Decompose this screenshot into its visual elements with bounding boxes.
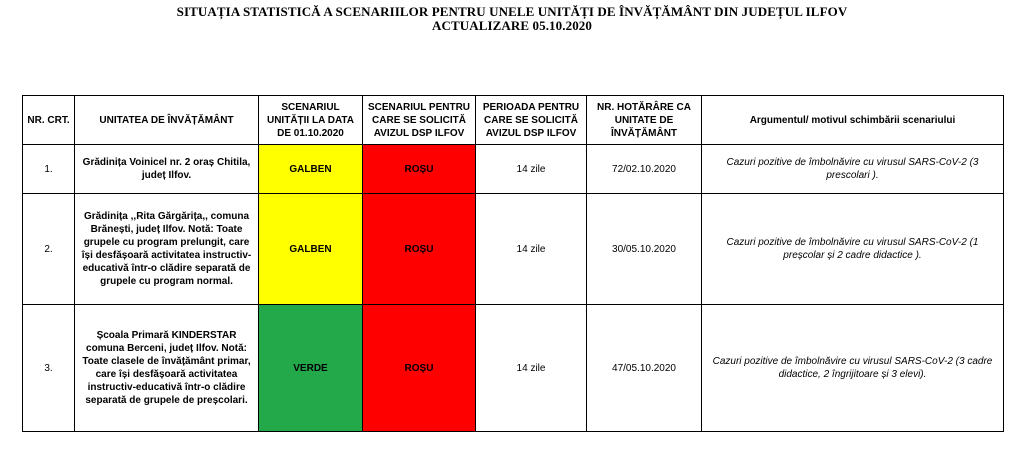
cell-argument: Cazuri pozitive de îmbolnăvire cu virusul SARS-CoV-2 (3 prescolari ). (702, 145, 1004, 194)
header-hotarare: NR. HOTĂRÂRE CA UNITATE DE ÎNVĂȚĂMÂNT (587, 96, 702, 145)
cell-hotarare: 72/02.10.2020 (587, 145, 702, 194)
header-scenariul-data: SCENARIUL UNITĂȚII LA DATA DE 01.10.2020 (259, 96, 363, 145)
table-row (23, 305, 1004, 432)
cell-nr: 1. (23, 145, 75, 194)
table-row (23, 145, 1004, 194)
cell-unitate: Școala Primară KINDERSTAR comuna Berceni, județ Ilfov. Notă: Toate clasele de învățământ primar, care își desfășoară activitatea instructiv-educativă într-o clădire separată de grupele de preșcolari. (75, 305, 259, 432)
cell-scenariul-data: VERDE (259, 305, 363, 432)
cell-nr: 2. (23, 194, 75, 305)
table-row (23, 194, 1004, 305)
header-perioada: PERIOADA PENTRU CARE SE SOLICITĂ AVIZUL DSP ILFOV (476, 96, 587, 145)
cell-unitate: Grădinița ,,Rita Gărgărița,, comuna Brănești, județ Ilfov. Notă: Toate grupele cu program prelungit, care își desfășoară activitatea instructiv-educativă într-o clădire separată de grupele cu program normal. (75, 194, 259, 305)
scenario-table (22, 95, 1004, 432)
cell-hotarare: 47/05.10.2020 (587, 305, 702, 432)
cell-scenariul-data: GALBEN (259, 194, 363, 305)
document-title: SITUAȚIA STATISTICĂ A SCENARIILOR PENTRU UNELE UNITĂȚI DE ÎNVĂȚĂMÂNT DIN JUDEȚUL ILFOV (176, 4, 848, 19)
cell-perioada: 14 zile (476, 194, 587, 305)
cell-argument: Cazuri pozitive de îmbolnăvire cu virusul SARS-CoV-2 (1 preșcolar și 2 cadre didactice ). (702, 194, 1004, 305)
cell-scenariul-data: GALBEN (259, 145, 363, 194)
cell-scenariul-solicita: ROȘU (363, 194, 476, 305)
header-nr: NR. CRT. (23, 96, 75, 145)
header-scenariul-solicita: SCENARIUL PENTRU CARE SE SOLICITĂ AVIZUL DSP ILFOV (363, 96, 476, 145)
cell-perioada: 14 zile (476, 145, 587, 194)
header-argument: Argumentul/ motivul schimbării scenariului (702, 96, 1004, 145)
table-header-row (23, 96, 1004, 145)
cell-argument: Cazuri pozitive de îmbolnăvire cu virusul SARS-CoV-2 (3 cadre didactice, 2 îngrijitoare și 3 elevi). (702, 305, 1004, 432)
header-unitate: UNITATEA DE ÎNVĂȚĂMÂNT (75, 96, 259, 145)
cell-unitate: Grădinița Voinicel nr. 2 oraș Chitila, județ Ilfov. (75, 145, 259, 194)
cell-perioada: 14 zile (476, 305, 587, 432)
cell-scenariul-solicita: ROȘU (363, 305, 476, 432)
cell-hotarare: 30/05.10.2020 (587, 194, 702, 305)
cell-scenariul-solicita: ROȘU (363, 145, 476, 194)
cell-nr: 3. (23, 305, 75, 432)
document-subtitle: ACTUALIZARE 05.10.2020 (431, 18, 593, 33)
